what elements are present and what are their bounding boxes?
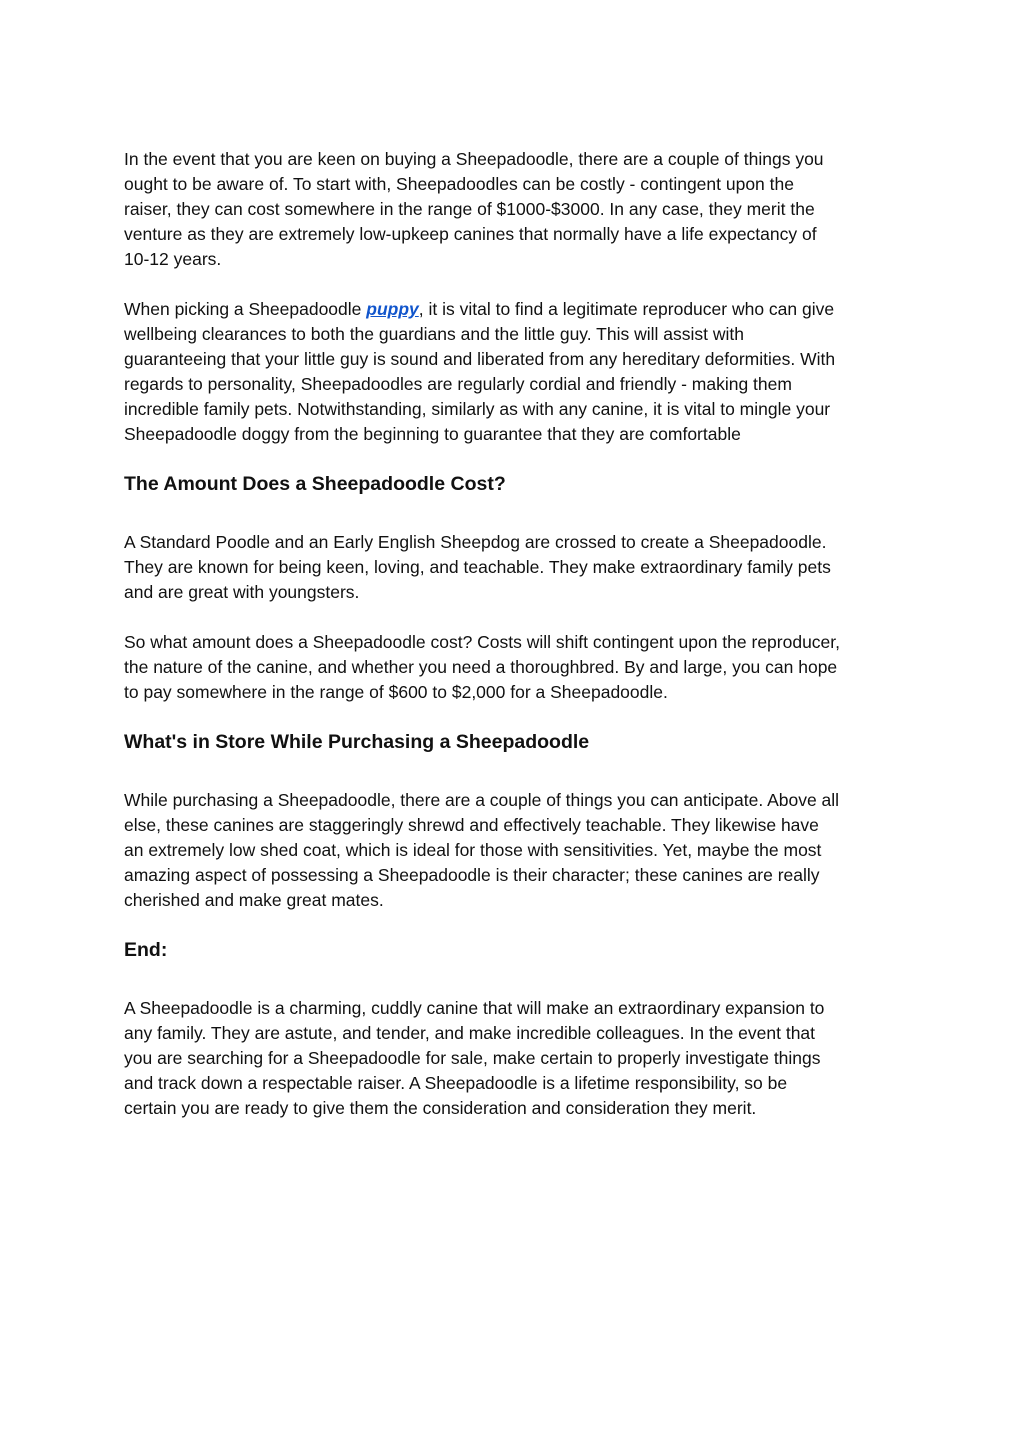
choosing-puppy-paragraph bbox=[124, 297, 904, 447]
document-body bbox=[124, 147, 904, 1146]
puppy-link[interactable]: puppy bbox=[366, 299, 419, 319]
cost-heading: The Amount Does a Sheepadoodle Cost? bbox=[124, 473, 506, 495]
conclusion-paragraph: A Sheepadoodle is a charming, cuddly canine that will make an extraordinary expansion to any family. They are astute, and tender, and make incredible colleagues. In the event that you are searching for a Sheepadoodle for sale, make certain to properly investigate things and track down a respectable raiser. A Sheepadoodle is a lifetime responsibility, so be certain you are ready to give them the consideration and consideration they merit. bbox=[124, 998, 825, 1118]
intro-paragraph: In the event that you are keen on buying a Sheepadoodle, there are a couple of things you ought to be aware of. To start with, Sheepadoodles can be costly - contingent upon the raiser, they can cost somewhere in the range of $1000-$3000. In any case, they merit the venture as they are extremely low-upkeep canines that normally have a life expectancy of 10-12 years. bbox=[124, 149, 824, 269]
what-to-expect-paragraph: While purchasing a Sheepadoodle, there are a couple of things you can anticipate. Above all else, these canines are staggeringly shrewd and effectively teachable. They likewise have an extremely low shed coat, which is ideal for those with sensitivities. Yet, maybe the most amazing aspect of possessing a Sheepadoodle is their character; these canines are really cherished and make great mates. bbox=[124, 790, 840, 910]
paragraph-text-after-link: , it is vital to find a legitimate reproducer who can give wellbeing clearances to both the guardians and the little guy. This will assist with guaranteeing that your little guy is sound and liberated from any hereditary deformities. With regards to personality, Sheepadoodles are regularly cordial and friendly - making them incredible family pets. Notwithstanding, similarly as with any canine, it is vital to mingle your Sheepadoodle doggy from the beginning to guarantee that they are comfortable bbox=[124, 299, 836, 444]
cost-paragraph: So what amount does a Sheepadoodle cost? Costs will shift contingent upon the reproducer, the nature of the canine, and whether you need a thoroughbred. By and large, you can hope to pay somewhere in the range of $600 to $2,000 for a Sheepadoodle. bbox=[124, 632, 841, 702]
breed-description-paragraph: A Standard Poodle and an Early English Sheepdog are crossed to create a Sheepadoodle. They are known for being keen, loving, and teachable. They make extraordinary family pets and are great with youngsters. bbox=[124, 532, 831, 602]
end-heading: End: bbox=[124, 939, 168, 961]
paragraph-text-before-link: When picking a Sheepadoodle bbox=[124, 299, 367, 319]
what-to-expect-heading: What's in Store While Purchasing a Sheepadoodle bbox=[124, 731, 590, 753]
